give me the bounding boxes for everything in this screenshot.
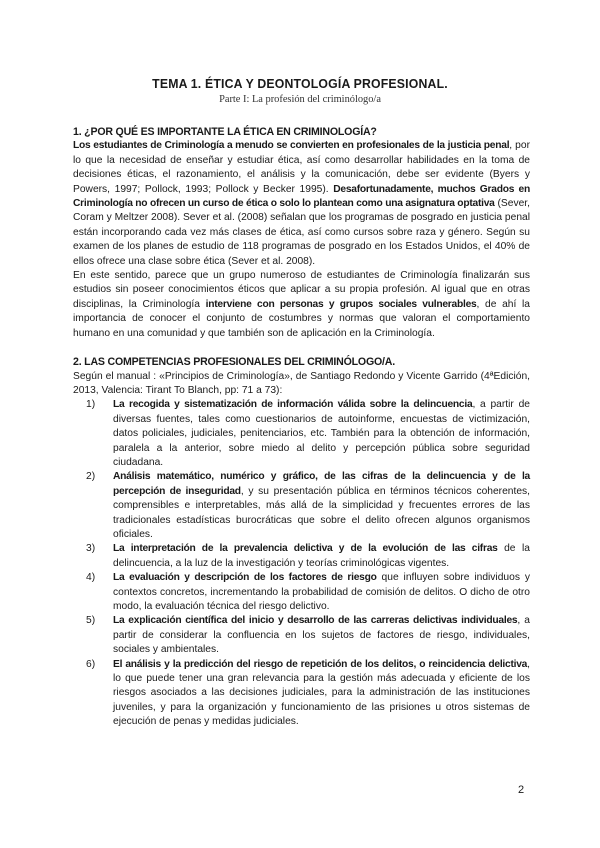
section-2-heading: 2. LAS COMPETENCIAS PROFESIONALES DEL CRIMINÓLOGO/A. <box>73 356 395 369</box>
emphasis-text: interviene con personas y grupos sociales vulnerables <box>205 298 477 310</box>
list-item <box>73 398 530 470</box>
section-1-paragraph-2 <box>73 269 530 341</box>
section-1-heading: 1. ¿POR QUÉ ES IMPORTANTE LA ÉTICA EN CRIMINOLOGÍA? <box>73 126 377 138</box>
emphasis-text: La recogida y sistematización de información válida sobre la delincuencia <box>113 399 473 411</box>
body-text: , a partir de diversas fuentes, tales como cuestionarios de autoinforme, encuestas de victimización, datos policiales, judiciales, penitenciarios, etc. También para la obtención de información, paralela a la anterior, sobre miedo al delito y percepción pública sobre seguridad ciudadana. <box>113 399 530 468</box>
body-text: , a partir de considerar la confluencia en los sujetos de factores de riesgo, individuales, sociales y ambientales. <box>113 615 530 656</box>
emphasis-text: La evaluación y descripción de los factores de riesgo <box>113 572 377 584</box>
list-number: 2) <box>86 471 96 483</box>
page-title: TEMA 1. ÉTICA Y DEONTOLOGÍA PROFESIONAL. <box>152 76 448 91</box>
body-text: que influyen sobre individuos y contextos concretos, incrementando la probabilidad de comisión de delitos. O dicho de otro modo, la evaluación técnica del riesgo delictivo. <box>113 572 530 612</box>
page-subtitle: Parte I: La profesión del criminólogo/a <box>219 94 381 105</box>
page-number: 2 <box>518 784 525 796</box>
body-text: (Sever, Coram y Meltzer 2008). Sever et al. (2008) señalan que los programas de posgrado en justicia penal están incorporando cada vez más clases de ética, así como cursos sobre raza y género. Según su examen de los planes de estudio de 118 programas de posgrado en los Estados Unidos, el 40% de ellos ofrece una clase sobre ética (Sever et al. 2008). <box>73 198 530 267</box>
list-item <box>73 470 530 542</box>
emphasis-text: Análisis matemático, numérico y gráfico, de las cifras de la delincuencia y de la percepción de inseguridad <box>113 471 530 497</box>
body-text: , por lo que la necesidad de enseñar y estudiar ética, así como desarrollar habilidades en la toma de decisiones éticas, el razonamiento, el análisis y la comunicación, debe ser evidente (Byers y Powers, 1997; Pollock, 1993; Pollock y Becker 1995). <box>73 140 530 195</box>
competencies-list <box>73 398 530 729</box>
emphasis-text: El análisis y la predicción del riesgo de repetición de los delitos, o reincidencia delictiva <box>113 658 528 670</box>
emphasis-text: Desafortunadamente, muchos Grados en Criminología no ofrecen un curso de ética o solo lo plantean como una asignatura optativa <box>73 183 530 210</box>
list-item <box>73 571 530 614</box>
body-text: , y su presentación pública en términos técnicos coherentes, comprensibles e interpretables, más allá de la simplicidad y frecuentes errores de las tradicionales estadísticas burocráticas que sobre el delito ofrecen algunos organismos oficiales. <box>113 485 531 540</box>
emphasis-text: Los estudiantes de Criminología a menudo se convierten en profesionales de la justicia penal <box>73 140 510 152</box>
section-1-paragraph-1 <box>73 139 530 269</box>
list-number: 3) <box>86 543 96 555</box>
list-number: 5) <box>86 615 96 627</box>
body-text: , lo que puede tener una gran relevancia para la gestión más adecuada y eficiente de los riesgos asociados a las decisiones judiciales, para la administración de las instituciones juveniles, y para la organización y funcionamiento de las prisiones u otros sistemas de ejecución de penas y medidas judiciales. <box>113 658 530 728</box>
section-2-intro: Según el manual : «Principios de Criminología», de Santiago Redondo y Vicente Garrido (4ªEdición, 2013, Valencia: Tirant To Blanch, pp: 71 a 73): <box>73 370 530 396</box>
list-number: 6) <box>86 658 96 670</box>
list-item <box>73 542 530 571</box>
body-text: En este sentido, parece que un grupo numeroso de estudiantes de Criminología finalizarán sus estudios sin poseer conocimientos éticos que aplicar a su propia profesión. Al igual que en otras disciplinas, la Criminología <box>73 270 530 310</box>
list-item <box>73 658 530 730</box>
list-number: 1) <box>86 399 96 411</box>
body-text: , de ahí la importancia de conocer el conjunto de costumbres y normas que valoran el comportamiento humano en una comunidad y que también son de aplicación en la Criminología. <box>73 298 530 339</box>
section-spacer <box>73 341 530 355</box>
list-number: 4) <box>86 572 96 584</box>
emphasis-text: La explicación científica del inicio y desarrollo de las carreras delictivas individuales <box>113 615 518 627</box>
list-item <box>73 614 530 657</box>
document-body <box>73 125 530 730</box>
emphasis-text: La interpretación de la prevalencia delictiva y de la evolución de las cifras <box>113 543 498 555</box>
body-text: de la delincuencia, a la luz de la investigación y teorías criminológicas vigentes. <box>113 543 530 569</box>
